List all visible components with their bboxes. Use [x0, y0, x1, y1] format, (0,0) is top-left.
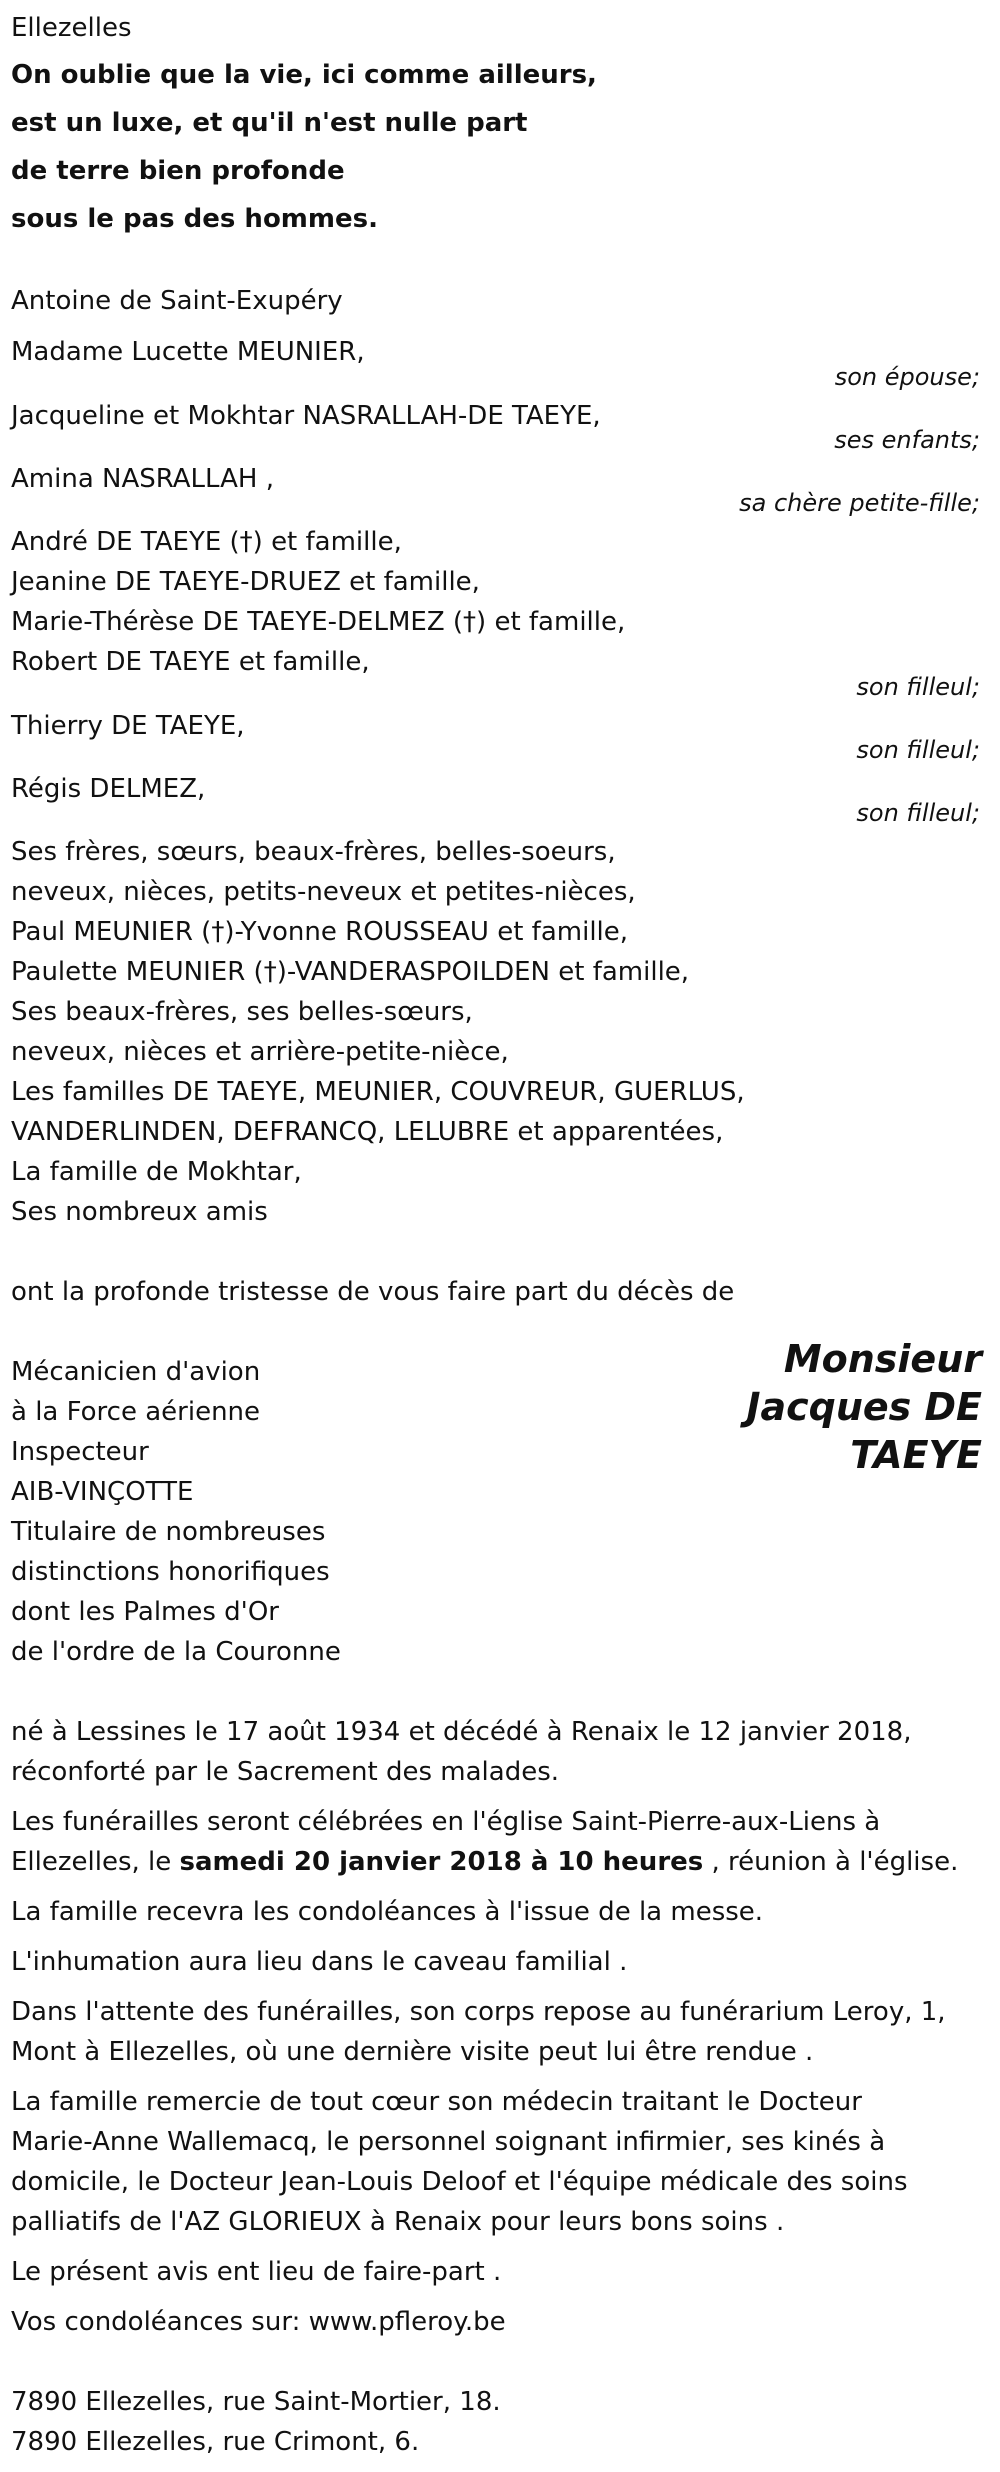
deceased-name — [746, 1335, 982, 1479]
relation-3: sa chère petite-fille; — [739, 489, 980, 517]
quote-author: Antoine de Saint-Exupéry — [11, 286, 343, 316]
relation-4: son filleul; — [856, 673, 980, 701]
title-line-7: dont les Palmes d'Or — [11, 1597, 279, 1627]
burial-line: L'inhumation aura lieu dans le caveau familial . — [11, 1947, 628, 1977]
quote-line-1: On oublie que la vie, ici comme ailleurs, — [11, 60, 597, 90]
address-2: 7890 Ellezelles, rue Crimont, 6. — [11, 2427, 420, 2457]
family-line-19: Ses nombreux amis — [11, 1197, 268, 1227]
quote-line-2: est un luxe, et qu'il n'est nulle part — [11, 108, 528, 138]
title-line-3: Inspecteur — [11, 1437, 149, 1467]
family-line-3: Amina NASRALLAH , — [11, 464, 274, 494]
deceased-name-line-2: Jacques DE — [746, 1385, 982, 1429]
rest-line-2: Mont à Ellezelles, où une dernière visite peut lui être rendue . — [11, 2037, 814, 2067]
title-line-8: de l'ordre de la Couronne — [11, 1637, 341, 1667]
family-line-4: André DE TAEYE (†) et famille, — [11, 527, 402, 557]
family-line-2: Jacqueline et Mokhtar NASRALLAH-DE TAEYE, — [11, 401, 601, 431]
family-line-15: neveux, nièces et arrière-petite-nièce, — [11, 1037, 509, 1067]
address-1: 7890 Ellezelles, rue Saint-Mortier, 18. — [11, 2387, 501, 2417]
rest-line-1: Dans l'attente des funérailles, son corps repose au funérarium Leroy, 1, — [11, 1997, 946, 2027]
condolences-line: La famille recevra les condoléances à l'issue de la messe. — [11, 1897, 764, 1927]
title-line-5: Titulaire de nombreuses — [11, 1517, 326, 1547]
title-line-4: AIB-VINÇOTTE — [11, 1477, 194, 1507]
deceased-name-line-3: TAEYE — [850, 1433, 982, 1477]
location-header: Ellezelles — [11, 13, 132, 43]
thanks-line-3: domicile, le Docteur Jean-Louis Deloof et l'équipe médicale des soins — [11, 2167, 908, 2197]
family-line-12: Paul MEUNIER (†)-Yvonne ROUSSEAU et famille, — [11, 917, 629, 947]
quote-line-3: de terre bien profonde — [11, 156, 345, 186]
family-line-7: Robert DE TAEYE et famille, — [11, 647, 370, 677]
family-line-14: Ses beaux-frères, ses belles-sœurs, — [11, 997, 473, 1027]
relation-6: son filleul; — [856, 799, 980, 827]
details-line-1: né à Lessines le 17 août 1934 et décédé à Renaix le 12 janvier 2018, — [11, 1717, 912, 1747]
family-line-6: Marie-Thérèse DE TAEYE-DELMEZ (†) et famille, — [11, 607, 626, 637]
family-line-10: Ses frères, sœurs, beaux-frères, belles-soeurs, — [11, 837, 616, 867]
thanks-line-2: Marie-Anne Wallemacq, le personnel soignant infirmier, ses kinés à — [11, 2127, 886, 2157]
family-line-8: Thierry DE TAEYE, — [11, 711, 245, 741]
deceased-name-line-1: Monsieur — [783, 1337, 982, 1381]
notice-line: Le présent avis ent lieu de faire-part . — [11, 2257, 502, 2287]
family-line-5: Jeanine DE TAEYE-DRUEZ et famille, — [11, 567, 480, 597]
title-line-1: Mécanicien d'avion — [11, 1357, 261, 1387]
family-line-9: Régis DELMEZ, — [11, 774, 206, 804]
family-line-13: Paulette MEUNIER (†)-VANDERASPOILDEN et famille, — [11, 957, 690, 987]
announcement: ont la profonde tristesse de vous faire part du décès de — [11, 1277, 735, 1307]
funeral-date: samedi 20 janvier 2018 à 10 heures — [179, 1847, 704, 1877]
funeral-line-1: Les funérailles seront célébrées en l'église Saint-Pierre-aux-Liens à — [11, 1807, 881, 1837]
relation-1: son épouse; — [834, 363, 980, 391]
family-line-16: Les familles DE TAEYE, MEUNIER, COUVREUR, GUERLUS, — [11, 1077, 745, 1107]
thanks-line-1: La famille remercie de tout cœur son médecin traitant le Docteur — [11, 2087, 862, 2117]
relation-5: son filleul; — [856, 736, 980, 764]
family-line-11: neveux, nièces, petits-neveux et petites-nièces, — [11, 877, 636, 907]
family-line-1: Madame Lucette MEUNIER, — [11, 337, 365, 367]
thanks-line-4: palliatifs de l'AZ GLORIEUX à Renaix pour leurs bons soins . — [11, 2207, 785, 2237]
family-line-18: La famille de Mokhtar, — [11, 1157, 302, 1187]
relation-2: ses enfants; — [834, 426, 980, 454]
family-line-17: VANDERLINDEN, DEFRANCQ, LELUBRE et apparentées, — [11, 1117, 724, 1147]
quote-line-4: sous le pas des hommes. — [11, 204, 378, 234]
title-line-6: distinctions honorifiques — [11, 1557, 330, 1587]
title-line-2: à la Force aérienne — [11, 1397, 261, 1427]
details-line-2: réconforté par le Sacrement des malades. — [11, 1757, 560, 1787]
website-line: Vos condoléances sur: www.pfleroy.be — [11, 2307, 506, 2337]
funeral-line-2: Ellezelles, le samedi 20 janvier 2018 à 10 heures , réunion à l'église. — [11, 1847, 959, 1877]
